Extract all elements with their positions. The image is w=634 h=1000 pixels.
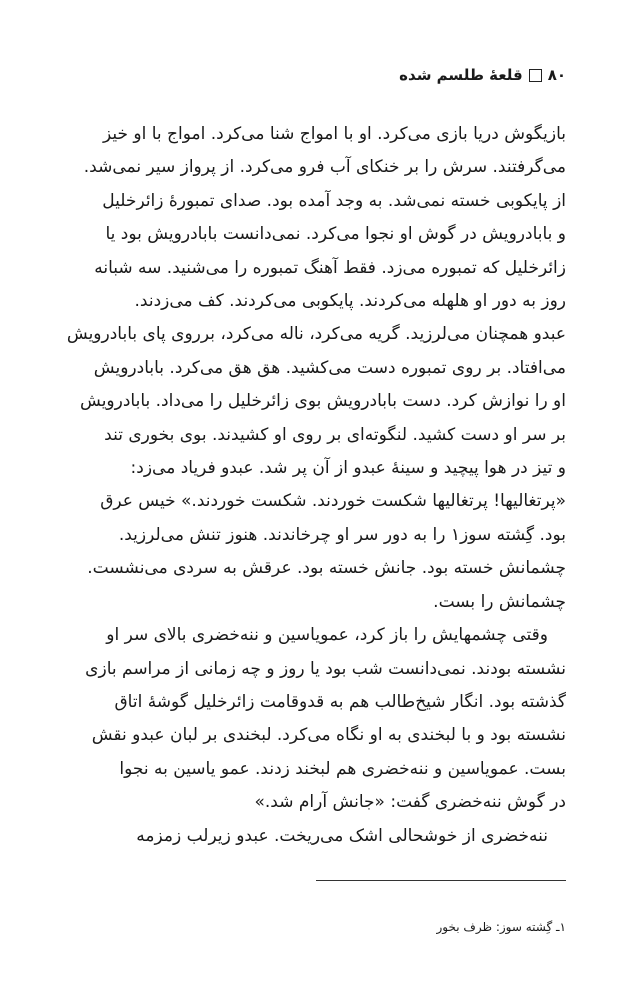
text-line: بود. گِشته سوز۱ را به دور سر او چرخاندند. هنوز تنش می‌لرزید. — [118, 524, 566, 545]
text-line: زائرخلیل که تمبوره می‌زد. فقط آهنگ تمبوره را می‌شنید. سه شبانه — [94, 257, 566, 278]
chapter-title: قلعهٔ طلسم شده — [399, 66, 523, 84]
footnote-rule — [316, 880, 566, 881]
text-line: «پرتغالیها! پرتغالیها شکست خوردند. شکست خوردند.» خیس عرق — [100, 491, 566, 512]
text-line: ننه‌خضری از خوشحالی اشک می‌ریخت. عبدو زیرلب زمزمه — [136, 825, 548, 846]
text-line: روز به دور او هلهله می‌کردند. پایکوبی می‌کردند. کف می‌زدند. — [134, 291, 566, 312]
text-line: بست. عمویاسین و ننه‌خضری هم لبخند زدند. عمو یاسین به نجوا — [119, 758, 566, 779]
text-line: نشسته بود و با لبخندی به او نگاه می‌کرد. لبخندی بر لبان عبدو نقش — [91, 725, 566, 746]
text-line: عبدو همچنان می‌لرزید. گریه می‌کرد، ناله می‌کرد، برروی پای بابادرویش — [66, 324, 566, 345]
text-line: و بابادرویش در گوش او نجوا می‌کرد. نمی‌دانست بابادرویش بود یا — [105, 224, 566, 245]
text-line: وقتی چشمهایش را باز کرد، عمویاسین و ننه‌خضری بالای سر او — [106, 625, 548, 646]
header-square-ornament — [529, 69, 542, 82]
text-line: نشسته بودند. نمی‌دانست شب بود یا روز و چه زمانی از مراسم بازی — [85, 658, 566, 679]
text-line: در گوش ننه‌خضری گفت: «جانش آرام شد.» — [254, 792, 566, 813]
text-line: می‌گرفتند. سرش را بر خنکای آب فرو می‌کرد. از پرواز سیر نمی‌شد. — [83, 157, 566, 178]
text-line: از پایکوبی خسته نمی‌شد. به وجد آمده بود. صدای تمبورهٔ زائرخلیل — [102, 190, 566, 211]
running-header — [399, 66, 566, 84]
text-line: چشمانش خسته بود. جانش خسته بود. عرقش به سردی می‌نشست. — [87, 558, 566, 579]
text-line: او را نوازش کرد. دست بابادرویش بوی زائرخلیل را می‌داد. بابادرویش — [80, 391, 566, 412]
page-number: ۸۰ — [547, 66, 566, 84]
text-line: می‌افتاد. بر روی تمبوره دست می‌کشید. هق هق می‌کرد. بابادرویش — [93, 357, 566, 378]
footnote: ۱ـ گِشته سوز: ظرف بخور — [436, 920, 566, 934]
text-line: بر سر او دست کشید. لنگوته‌ای بر روی او کشیدند. بوی بخوری تند — [104, 424, 566, 445]
text-line: گذشته بود. انگار شیخ‌طالب هم به قدوقامت زائرخلیل گوشهٔ اتاق — [114, 691, 566, 712]
text-line: بازیگوش دریا بازی می‌کرد. او با امواج شنا می‌کرد. امواج با او خیز — [102, 124, 566, 144]
body-text — [60, 118, 566, 853]
text-line: و تیز در هوا پیچید و سینهٔ عبدو از آن پر شد. عبدو فریاد می‌زد: — [130, 458, 566, 479]
text-line: چشمانش را بست. — [433, 591, 566, 612]
